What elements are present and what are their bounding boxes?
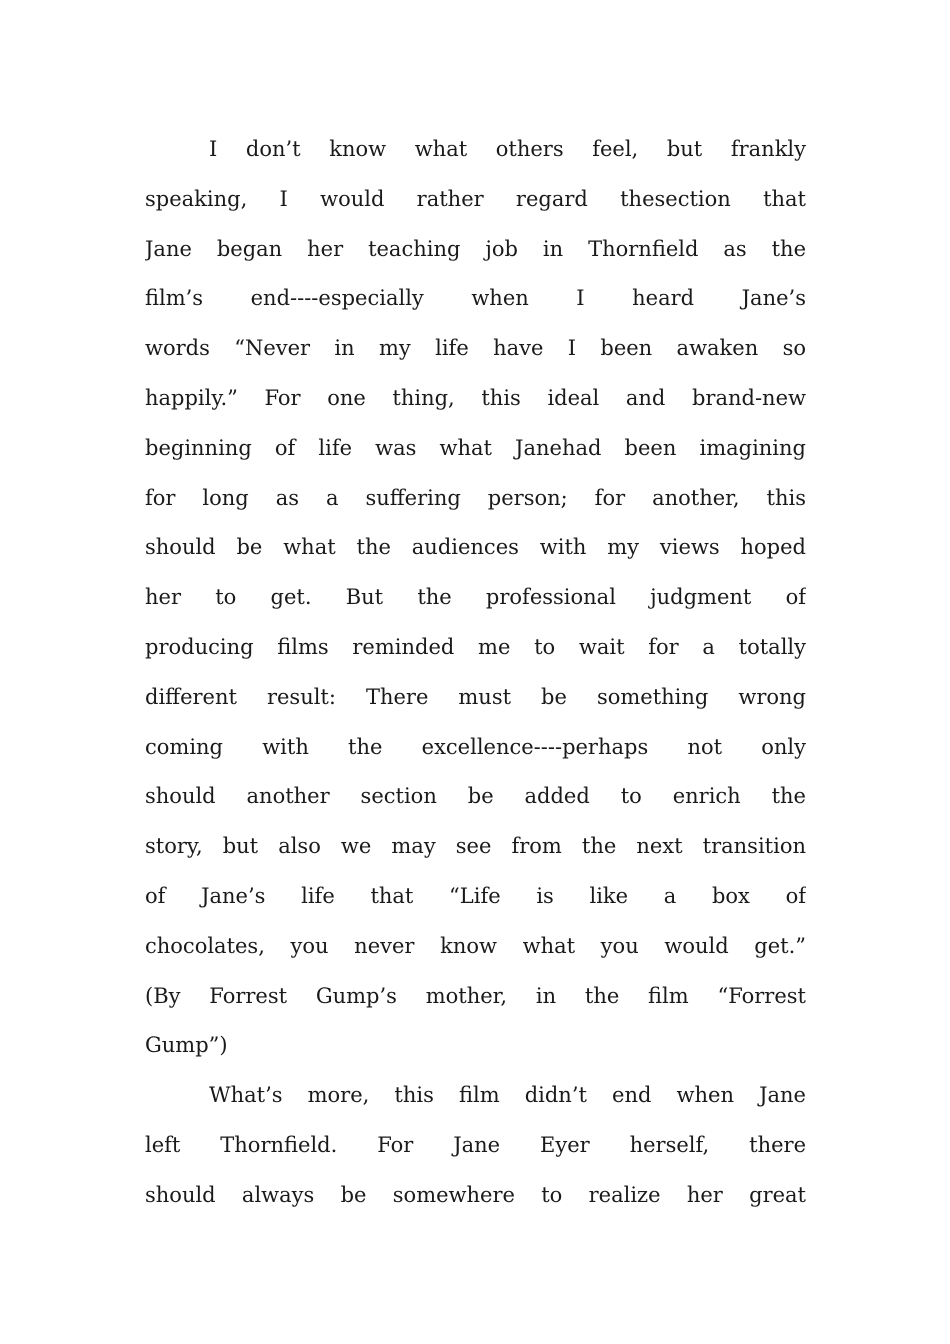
text-line: speaking, I would rather regard thesection that <box>145 186 806 211</box>
text-line: I don’t know what others feel, but frankly <box>209 137 806 161</box>
text-line: her to get. But the professional judgment of <box>145 585 806 610</box>
text-line: should be what the audiences with my views hoped <box>145 535 806 560</box>
text-line: words “Never in my life have I been awaken so <box>145 336 806 361</box>
text-line: coming with the excellence----perhaps not only <box>145 734 806 759</box>
paragraph-1 <box>145 125 806 1071</box>
text-line: chocolates, you never know what you would get.” <box>145 933 806 958</box>
text-line: film’s end----especially when I heard Jane’s <box>145 286 806 311</box>
text-line: Jane began her teaching job in Thornfield as the <box>145 236 806 261</box>
text-line: different result: There must be something wrong <box>145 684 806 709</box>
text-line: happily.” For one thing, this ideal and brand-new <box>145 385 806 410</box>
text-line: (By Forrest Gump’s mother, in the film “Forrest <box>145 983 806 1008</box>
body-text <box>145 125 806 1221</box>
text-line: left Thornfield. For Jane Eyer herself, there <box>145 1132 806 1157</box>
text-line: of Jane’s life that “Life is like a box of <box>145 883 806 908</box>
text-line: Gump”) <box>145 1033 228 1058</box>
text-line: producing films reminded me to wait for a totally <box>145 634 806 659</box>
text-line: story, but also we may see from the next transition <box>145 834 806 859</box>
text-line: should another section be added to enrich the <box>145 784 806 809</box>
paragraph-2 <box>145 1071 806 1220</box>
text-line: What’s more, this film didn’t end when Jane <box>209 1083 806 1108</box>
text-line: beginning of life was what Janehad been imagining <box>145 435 806 460</box>
text-line: should always be somewhere to realize her great <box>145 1182 806 1207</box>
text-line: for long as a suffering person; for another, this <box>145 485 806 510</box>
